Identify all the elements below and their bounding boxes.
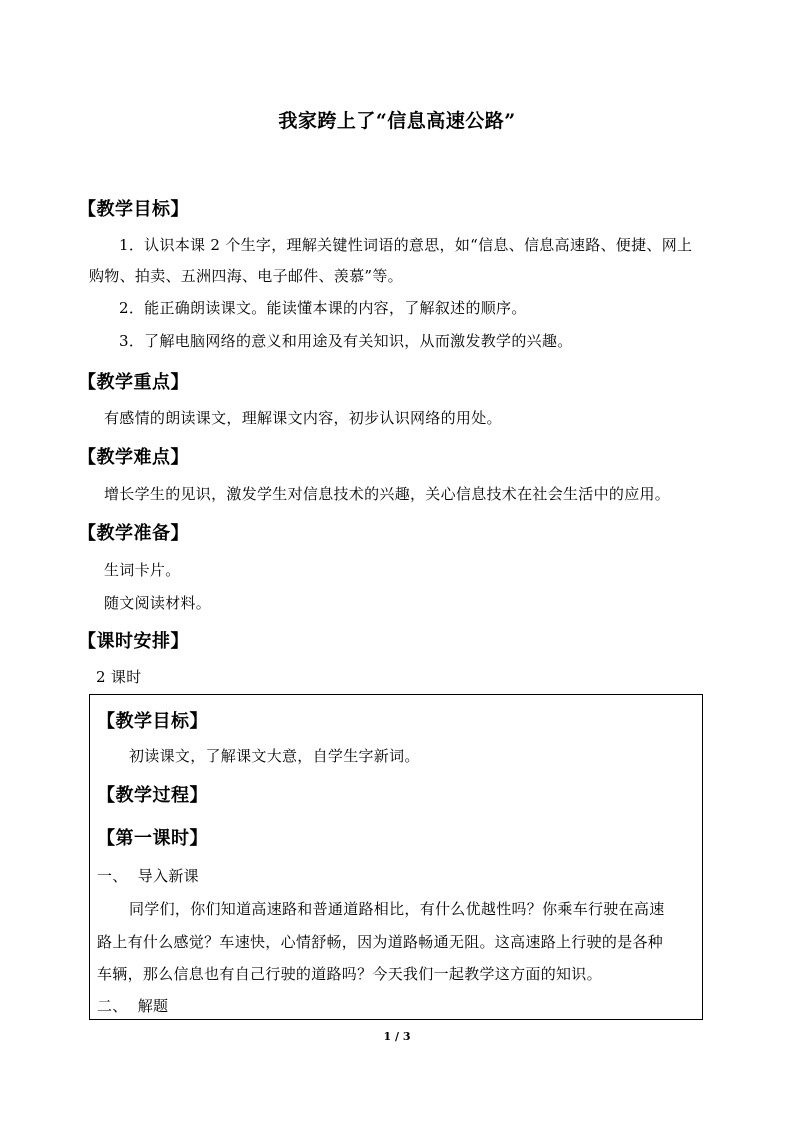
goals-item-3: 3．了解电脑网络的意义和用途及有关知识，从而激发教学的兴趣。 (119, 332, 573, 350)
goals-item-1-continued: 购物、拍卖、五洲四海、电子邮件、羡慕”等。 (89, 267, 403, 285)
box-step-2-heading: 二、 解题 (97, 997, 169, 1015)
key-points-text: 有感情的朗读课文，理解课文内容，初步认识网络的用处。 (104, 409, 502, 427)
schedule-text: 2 课时 (96, 668, 142, 686)
difficulties-text: 增长学生的见识，激发学生对信息技术的兴趣，关心信息技术在社会生活中的应用。 (104, 485, 671, 503)
goals-heading: 【教学目标】 (78, 199, 189, 220)
box-step-1-line-2: 路上有什么感觉？车速快，心情舒畅，因为道路畅通无阻。这高速路上行驶的是各种 (97, 933, 664, 951)
box-process-heading: 【教学过程】 (97, 785, 208, 806)
box-goals-heading: 【教学目标】 (97, 711, 208, 732)
schedule-heading: 【课时安排】 (78, 631, 189, 652)
box-step-1-line-3: 车辆，那么信息也有自己行驶的道路吗？今天我们一起教学这方面的知识。 (97, 965, 602, 983)
page-number: 1 / 3 (383, 1030, 411, 1043)
preparation-item-2: 随文阅读材料。 (104, 594, 212, 612)
key-points-heading: 【教学重点】 (78, 372, 189, 393)
box-period-heading: 【第一课时】 (97, 828, 208, 849)
box-step-1-heading: 一、 导入新课 (97, 867, 199, 885)
goals-item-2: 2．能正确朗读课文。能读懂本课的内容，了解叙述的顺序。 (119, 299, 527, 317)
box-goals-text: 初读课文，了解课文大意，自学生字新词。 (129, 747, 420, 765)
preparation-item-1: 生词卡片。 (104, 561, 181, 579)
document-title: 我家跨上了“信息高速公路” (278, 110, 516, 132)
goals-item-1: 1．认识本课 2 个生字，理解关键性词语的意思，如“信息、信息高速路、便捷、网上 (119, 236, 693, 254)
preparation-heading: 【教学准备】 (78, 523, 189, 544)
difficulties-heading: 【教学难点】 (78, 447, 189, 468)
box-step-1-line-1: 同学们，你们知道高速路和普通道路相比，有什么优越性吗？你乘车行驶在高速 (129, 900, 665, 918)
